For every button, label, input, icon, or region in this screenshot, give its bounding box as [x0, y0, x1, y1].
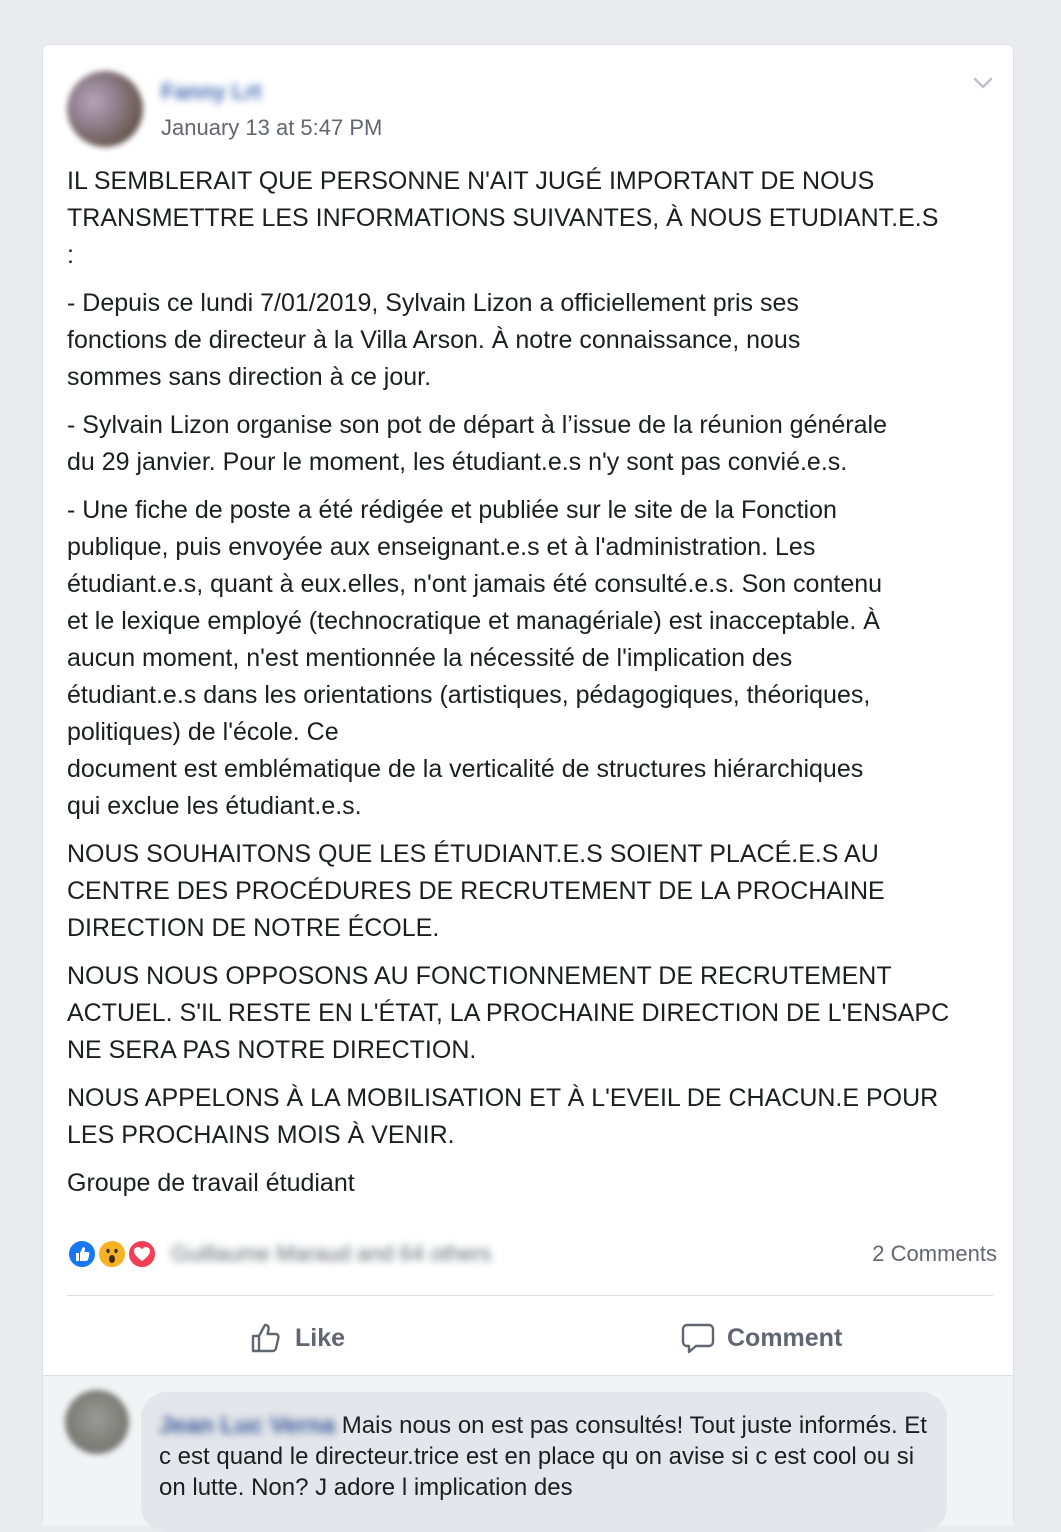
- thumbs-up-icon: [247, 1319, 285, 1357]
- post-paragraph: - Une fiche de poste a été rédigée et publiée sur le site de la Fonction publique, puis envoyée aux enseignant.e.s et à l'administration. Les étudiant.e.s, quant à eux.elles, n'ont jamais été consulté.e.s. Son contenu et le lexique employé (technocratique et managériale) est inacceptable. À aucun moment, n'est mentionnée la nécessité de l'implication des étudiant.e.s dans les orientations (artistiques, pédagogiques, théoriques, politiques) de l'école. Ce document est emblématique de la verticalité de structures hiérarchiques qui exclue les étudiant.e.s.: [67, 496, 883, 820]
- comment-text-block: [159, 1410, 929, 1503]
- post-paragraph: - Depuis ce lundi 7/01/2019, Sylvain Lizon a officiellement pris ses fonctions de directeur à la Villa Arson. À notre connaissance, nous sommes sans direction à ce jour.: [67, 289, 801, 391]
- comment-bubble: [141, 1392, 947, 1532]
- post-timestamp[interactable]: January 13 at 5:47 PM: [161, 115, 383, 140]
- post-card: [42, 44, 1014, 1524]
- comments-section: [43, 1375, 1013, 1526]
- post-paragraph: NOUS SOUHAITONS QUE LES ÉTUDIANT.E.S SOIENT PLACÉ.E.S AU CENTRE DES PROCÉDURES DE RECRUTEMENT DE LA PROCHAINE DIRECTION DE NOTRE ÉCOLE.: [67, 840, 885, 942]
- comment-text: Mais nous on est pas consultés! Tout juste informés. Et c est quand le directeur.trice est en place qu on avise si c est cool ou si on lutte. Non? J adore l implication des: [159, 1412, 927, 1501]
- reactions-bar: [67, 1237, 997, 1271]
- like-label: Like: [295, 1323, 346, 1352]
- actions-divider: [67, 1295, 993, 1296]
- post-author-name[interactable]: Fanny Lrt: [161, 79, 262, 104]
- post-paragraph: NOUS APPELONS À LA MOBILISATION ET À L'EVEIL DE CHACUN.E POUR LES PROCHAINS MOIS À VENIR.: [67, 1084, 939, 1149]
- post-paragraph: IL SEMBLERAIT QUE PERSONNE N'AIT JUGÉ IMPORTANT DE NOUS TRANSMETTRE LES INFORMATIONS SUIVANTES, À NOUS ETUDIANT.E.S :: [67, 167, 939, 269]
- post-paragraph: Groupe de travail étudiant: [67, 1169, 355, 1197]
- comment-button[interactable]: [679, 1313, 842, 1363]
- reaction-icons[interactable]: [67, 1239, 167, 1269]
- comments-count-link[interactable]: 2 Comments: [872, 1241, 997, 1266]
- reaction-names[interactable]: Guillaume Maraud and 64 others: [171, 1241, 492, 1266]
- comment-bubble-icon: [679, 1319, 717, 1357]
- like-button[interactable]: [247, 1313, 345, 1363]
- chevron-down-icon[interactable]: [971, 71, 995, 95]
- commenter-avatar[interactable]: [65, 1390, 129, 1454]
- comment-label: Comment: [727, 1323, 843, 1352]
- like-icon: [67, 1239, 97, 1269]
- post-body: [67, 163, 997, 1213]
- love-icon: [127, 1239, 157, 1269]
- wow-icon: [97, 1239, 127, 1269]
- post-paragraph: - Sylvain Lizon organise son pot de départ à l’issue de la réunion générale du 29 janvier. Pour le moment, les étudiant.e.s n'y sont pas convié.e.s.: [67, 411, 887, 476]
- post-paragraph: NOUS NOUS OPPOSONS AU FONCTIONNEMENT DE RECRUTEMENT ACTUEL. S'IL RESTE EN L'ÉTAT, LA PROCHAINE DIRECTION DE L'ENSAPC NE SERA PAS NOTRE DIRECTION.: [67, 962, 950, 1064]
- commenter-name[interactable]: Jean Luc Verna: [159, 1412, 336, 1439]
- author-avatar[interactable]: [67, 71, 143, 147]
